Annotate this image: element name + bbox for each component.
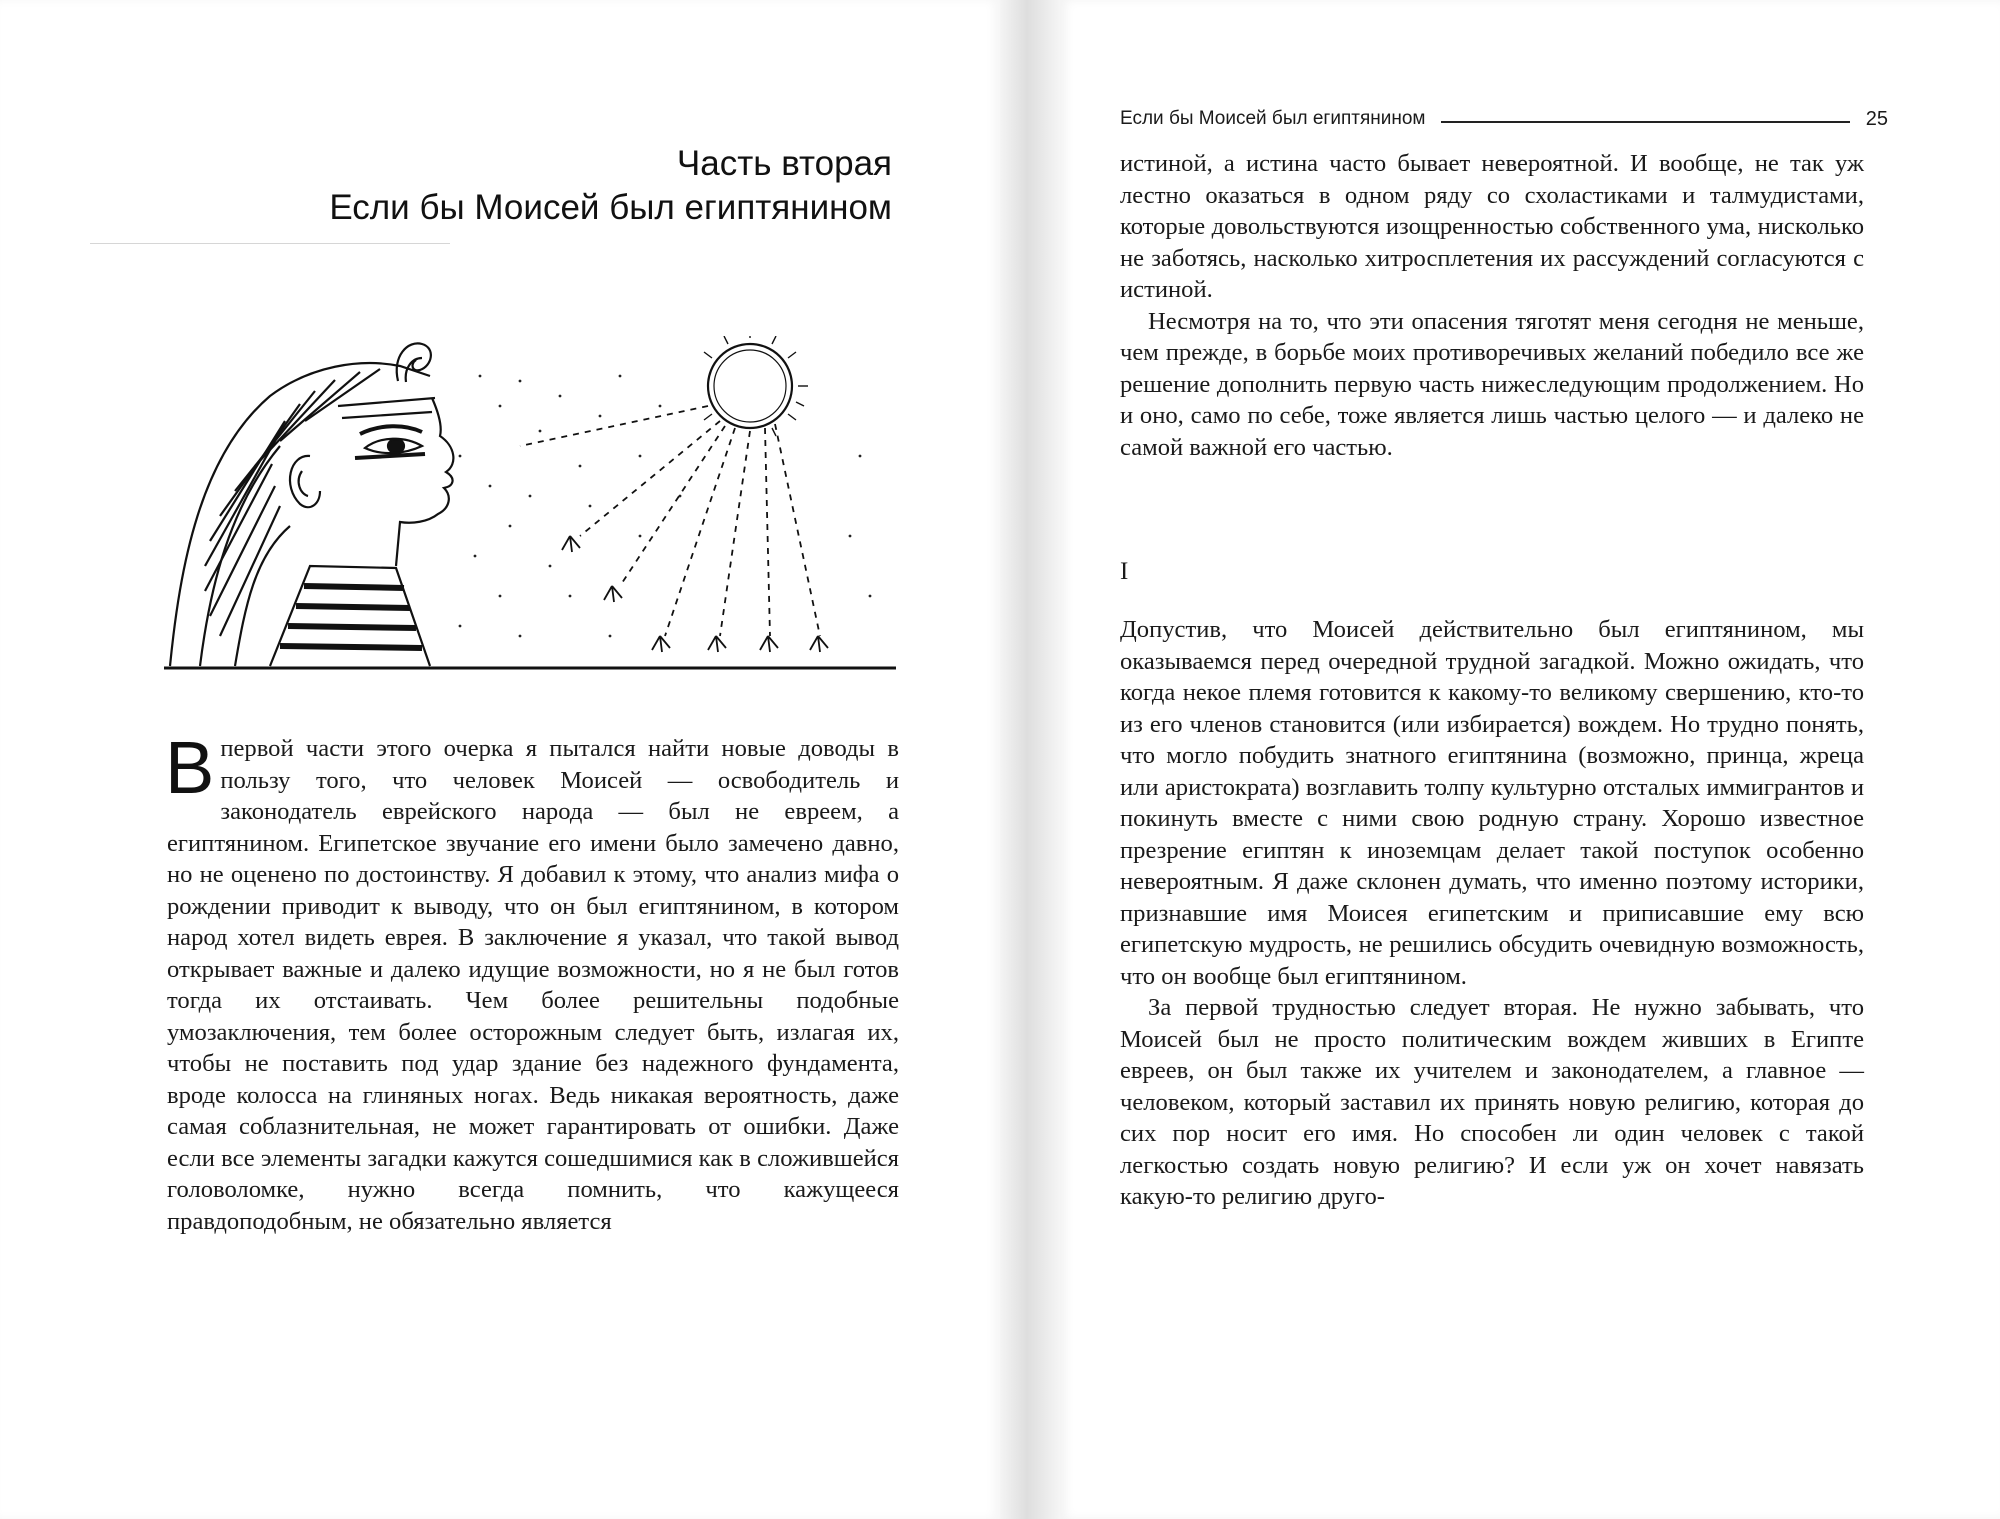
- section-number: I: [1120, 558, 1129, 585]
- header-rule: [1441, 121, 1849, 123]
- running-head-title: Если бы Моисей был египтянином: [1120, 108, 1426, 129]
- paragraph: Впервой части этого очерка я пытался найти новые доводы в пользу того, что человек Моисей — освободитель и законодатель еврейского народа — был не евреем, а египтянином. Египетское звучание его имени было замечено давно, но не оценено по достоинству. Я добавил к этому, что анализ мифа о рождении приводит к выводу, что он был египтянином, в котором народ хотел видеть еврея. В заключение я указал, что такой вывод открывает важные и далеко идущие возможности, но я не был готов тогда их отстаивать. Чем более решительны подобные умозаключения, тем более осторожным следует быть, излагая их, чтобы не поставить под удар здание без надежного фундамента, вроде колосса на глиняных ногах. Ведь никакая вероятность, даже самая соблазнительная, не может гарантировать от ошибки. Даже если все элементы загадки кажутся сошедшимися как в сложившейся головоломке, нужно всегда помнить, что кажущееся правдоподобным, не обязательно является: [165, 726, 899, 1235]
- left-body-text: [165, 726, 899, 1237]
- right-body-top: [1120, 148, 1864, 463]
- book-gutter: [1000, 0, 1060, 1519]
- pharaoh-illustration: [160, 336, 900, 672]
- drop-cap: В: [165, 726, 215, 809]
- running-header: [1120, 104, 1888, 134]
- chapter-title: Если бы Моисей был египтянином: [329, 188, 892, 227]
- chapter-part: Часть вторая: [676, 144, 892, 183]
- paragraph: истиной, а истина часто бывает невероятной. И вообще, не так уж лестно оказаться в одном ряду со схоластиками и талмудистами, которые довольствуются изощренностью собственного ума, нисколько не заботясь, насколько хитросплетения их рассуждений согласуются с истиной.: [1120, 150, 1864, 303]
- page-number: 25: [1865, 107, 1888, 130]
- paragraph: За первой трудностью следует вторая. Не нужно забывать, что Моисей был не просто политическим вождем живших в Египте евреев, он был также их учителем и законодателем, а главное — человеком, который заставил их принять новую религию, которая до сих пор носит его имя. Но способен ли один человек с такой легкостью создать новую религию? И если уж он хочет навязать какую-то религию друго-: [1120, 994, 1864, 1210]
- paragraph: Допустив, что Моисей действительно был египтянином, мы оказываемся перед очередной трудной загадкой. Можно ожидать, что когда некое племя готовится к какому-то великому свершению, кто-то из его членов становится (или избирается) вождем. Но трудно понять, что могло побудить знатного египтянина (возможно, принца, жреца или аристократа) возглавить толпу культурно отсталых иммигрантов и покинуть вместе с ними свою родную страну. Хорошо известное презрение египтян к иноземцам делает такой поступок особенно невероятным. Я даже склонен думать, что именно поэтому историки, признавшие имя Моисея египетским и приписавшие ему всю египетскую мудрость, не решились обсудить очевидную возможность, что он вообще был египтянином.: [1120, 616, 1864, 990]
- right-body-bottom: [1120, 614, 1864, 1213]
- paragraph: Несмотря на то, что эти опасения тяготят меня сегодня не меньше, чем прежде, в борьбе моих противоречивых желаний победило все же решение дополнить первую часть нижеследующим продолжением. Но и оно, само по себе, тоже является лишь частью целого — и далеко не самой важной его частью.: [1120, 307, 1864, 461]
- chapter-heading: [329, 142, 892, 230]
- heading-divider: [90, 243, 450, 244]
